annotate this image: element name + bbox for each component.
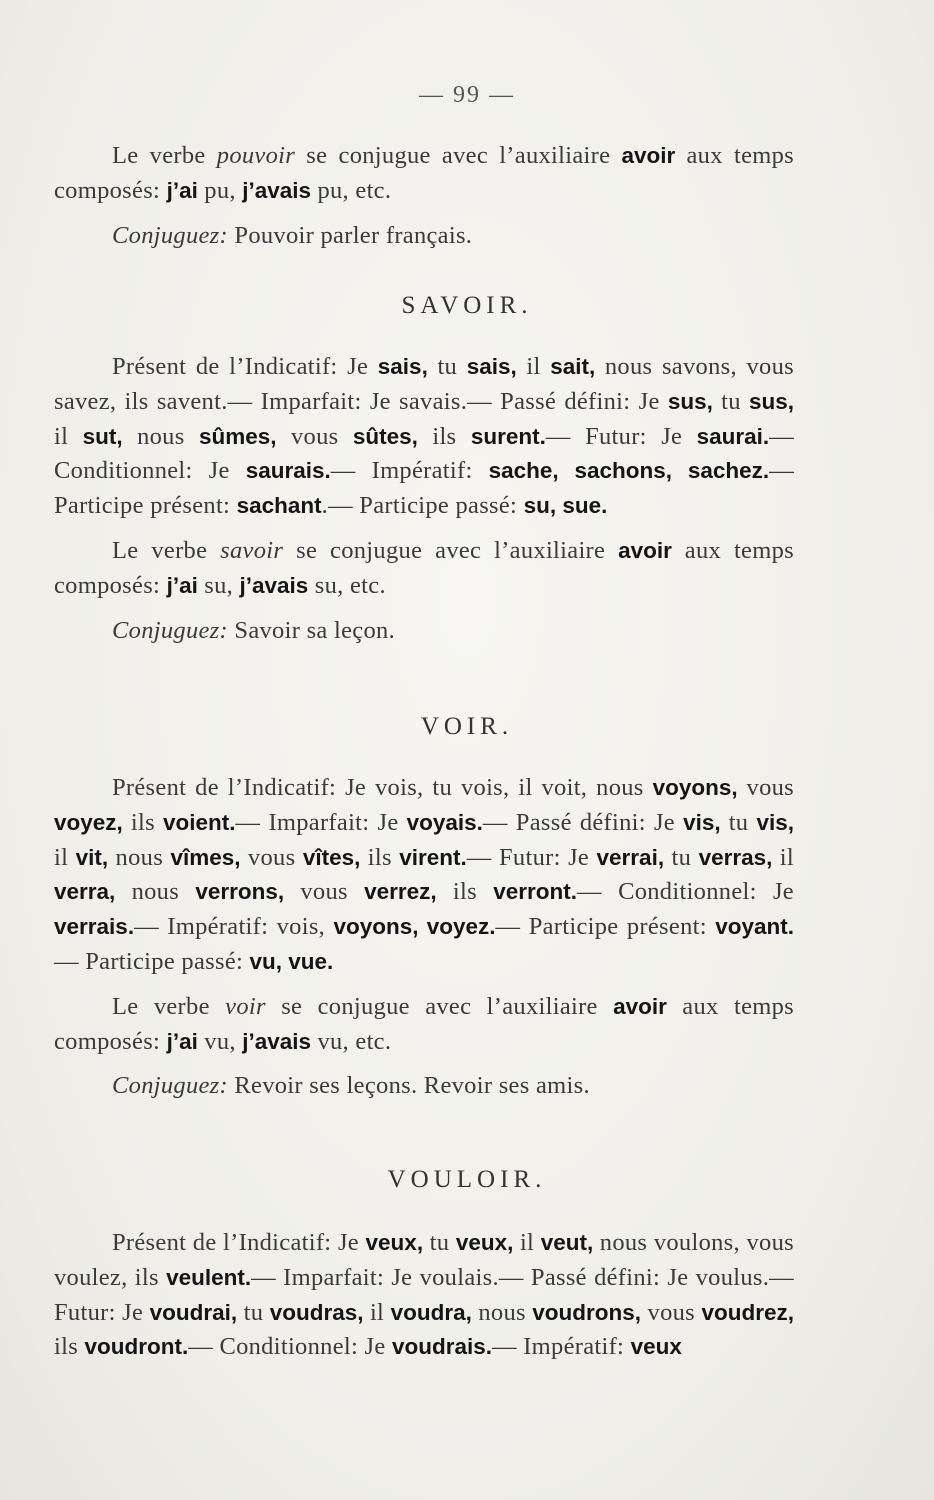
page-number: — 99 —: [419, 82, 515, 108]
paragraph: Le verbe voir se conjugue avec l’auxiliaire avoir aux temps composés: j’ai vu, j’avais vu, etc.: [54, 992, 794, 1055]
heading-vouloir: VOULOIR.: [387, 1166, 547, 1193]
heading-savoir: SAVOIR.: [401, 292, 533, 319]
voir-section: [54, 771, 794, 1104]
paragraph: Conjuguez: Pouvoir parler français.: [112, 221, 473, 249]
paragraph: Conjuguez: Revoir ses leçons. Revoir ses amis.: [112, 1072, 590, 1100]
heading-voir: VOIR.: [420, 713, 514, 740]
savoir-section: [54, 350, 794, 648]
vouloir-section: [54, 1226, 794, 1365]
paragraph: Présent de l’Indicatif: Je vois, tu vois, il voit, nous voyons, vous voyez, ils voient.— Imparfait: Je voyais.— Passé défini: Je vis, tu vis, il vit, nous vîmes, vous vîtes, ils virent.— Futur: Je verrai, tu verras, il verra, nous verrons, vous verrez, ils verront.— Conditionnel: Je verrais.— Impératif: vois, voyons, voyez.— Participe présent: voyant.— Participe passé: vu, vue.: [54, 774, 795, 975]
pouvoir-conclusion: [54, 139, 794, 253]
paragraph: Présent de l’Indicatif: Je sais, tu sais, il sait, nous savons, vous savez, ils savent.— Imparfait: Je savais.— Passé défini: Je sus, tu sus, il sut, nous sûmes, vous sûtes, ils surent.— Futur: Je saurai.— Conditionnel: Je saurais.— Impératif: sache, sachons, sachez.— Participe présent: sachant.— Participe passé: su, sue.: [54, 353, 795, 520]
paragraph: Le verbe savoir se conjugue avec l’auxiliaire avoir aux temps composés: j’ai su, j’avais su, etc.: [54, 536, 794, 599]
paragraph: Présent de l’Indicatif: Je veux, tu veux, il veut, nous voulons, vous voulez, ils veulent.— Imparfait: Je voulais.— Passé défini: Je voulus.— Futur: Je voudrai, tu voudras, il voudra, nous voudrons, vous voudrez, ils voudront.— Conditionnel: Je voudrais.— Impératif: veux: [54, 1229, 794, 1361]
paragraph: Le verbe pouvoir se conjugue avec l’auxiliaire avoir aux temps composés: j’ai pu, j’avais pu, etc.: [54, 142, 794, 204]
paragraph: Conjuguez: Savoir sa leçon.: [112, 616, 395, 644]
